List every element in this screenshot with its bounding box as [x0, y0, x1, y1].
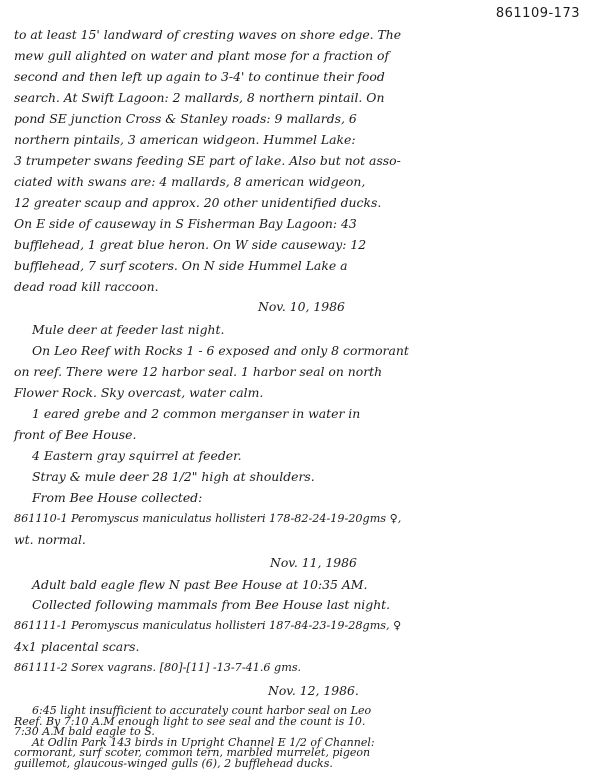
text-line: 12 greater scaup and approx. 20 other unidentified ducks. — [14, 195, 382, 210]
text-line: 4x1 placental scars. — [14, 639, 140, 654]
text-line: northern pintails, 3 american widgeon. Hummel Lake: — [14, 132, 356, 147]
text-line: cormorant, surf scoter, common tern, marbled murrelet, pigeon — [14, 746, 371, 760]
text-line: From Bee House collected: — [32, 490, 203, 505]
text-line: on reef. There were 12 harbor seal. 1 harbor seal on north — [14, 364, 383, 379]
text-line: 4 Eastern gray squirrel at feeder. — [32, 448, 242, 463]
catalog-entry: 861111-2 Sorex vagrans. [80]-[11] -13-7-41.6 gms. — [14, 661, 302, 674]
entry-date: Nov. 12, 1986. — [268, 683, 359, 698]
text-line: At Odlin Park 143 birds in Upright Channel E 1/2 of Channel: — [32, 735, 375, 749]
text-line: 7:30 A.M bald eagle to S. — [14, 725, 155, 739]
text-line: ciated with swans are: 4 mallards, 8 american widgeon, — [14, 174, 366, 189]
text-line: On E side of causeway in S Fisherman Bay Lagoon: 43 — [14, 216, 357, 231]
text-line: second and then left up again to 3-4' to continue their food — [14, 69, 385, 84]
text-line: to at least 15' landward of cresting waves on shore edge. The — [14, 27, 402, 42]
text-line: 3 trumpeter swans feeding SE part of lake. Also but not asso- — [14, 153, 401, 168]
catalog-entry: 861110-1 Peromyscus maniculatus hollisteri 178-82-24-19-20gms ♀, — [14, 512, 402, 525]
text-line: 1 eared grebe and 2 common merganser in water in — [32, 406, 361, 421]
text-line: mew gull alighted on water and plant mose for a fraction of — [14, 48, 390, 63]
text-line: 6:45 light insufficient to accurately count harbor seal on Leo — [32, 704, 372, 717]
entry-date: Nov. 10, 1986 — [258, 299, 345, 314]
text-line: Reef. By 7:10 A.M enough light to see seal and the count is 10. — [14, 714, 366, 728]
text-line: Adult bald eagle flew N past Bee House at 10:35 AM. — [32, 577, 368, 592]
entry-date: Nov. 11, 1986 — [270, 555, 357, 570]
page-id: 861109-173 — [495, 6, 580, 21]
text-line: On Leo Reef with Rocks 1 - 6 exposed and only 8 cormorant — [32, 343, 409, 358]
text-line: bufflehead, 7 surf scoters. On N side Hummel Lake a — [14, 258, 348, 273]
text-line: guillemot, glaucous-winged gulls (6), 2 bufflehead ducks. — [14, 757, 333, 770]
text-line: dead road kill raccoon. — [14, 279, 159, 294]
text-line: pond SE junction Cross & Stanley roads: 9 mallards, 6 — [14, 111, 357, 126]
text-line: bufflehead, 1 great blue heron. On W side causeway: 12 — [14, 237, 367, 252]
text-line: front of Bee House. — [14, 427, 137, 442]
text-line: wt. normal. — [14, 532, 86, 547]
text-line: Flower Rock. Sky overcast, water calm. — [14, 385, 264, 400]
catalog-entry: 861111-1 Peromyscus maniculatus hollisteri 187-84-23-19-28gms, ♀ — [14, 619, 402, 632]
text-line: Mule deer at feeder last night. — [32, 322, 225, 337]
text-line: search. At Swift Lagoon: 2 mallards, 8 northern pintail. On — [14, 90, 385, 105]
text-line: Stray & mule deer 28 1/2" high at shoulders. — [32, 469, 315, 484]
text-line: Collected following mammals from Bee House last night. — [32, 597, 391, 612]
